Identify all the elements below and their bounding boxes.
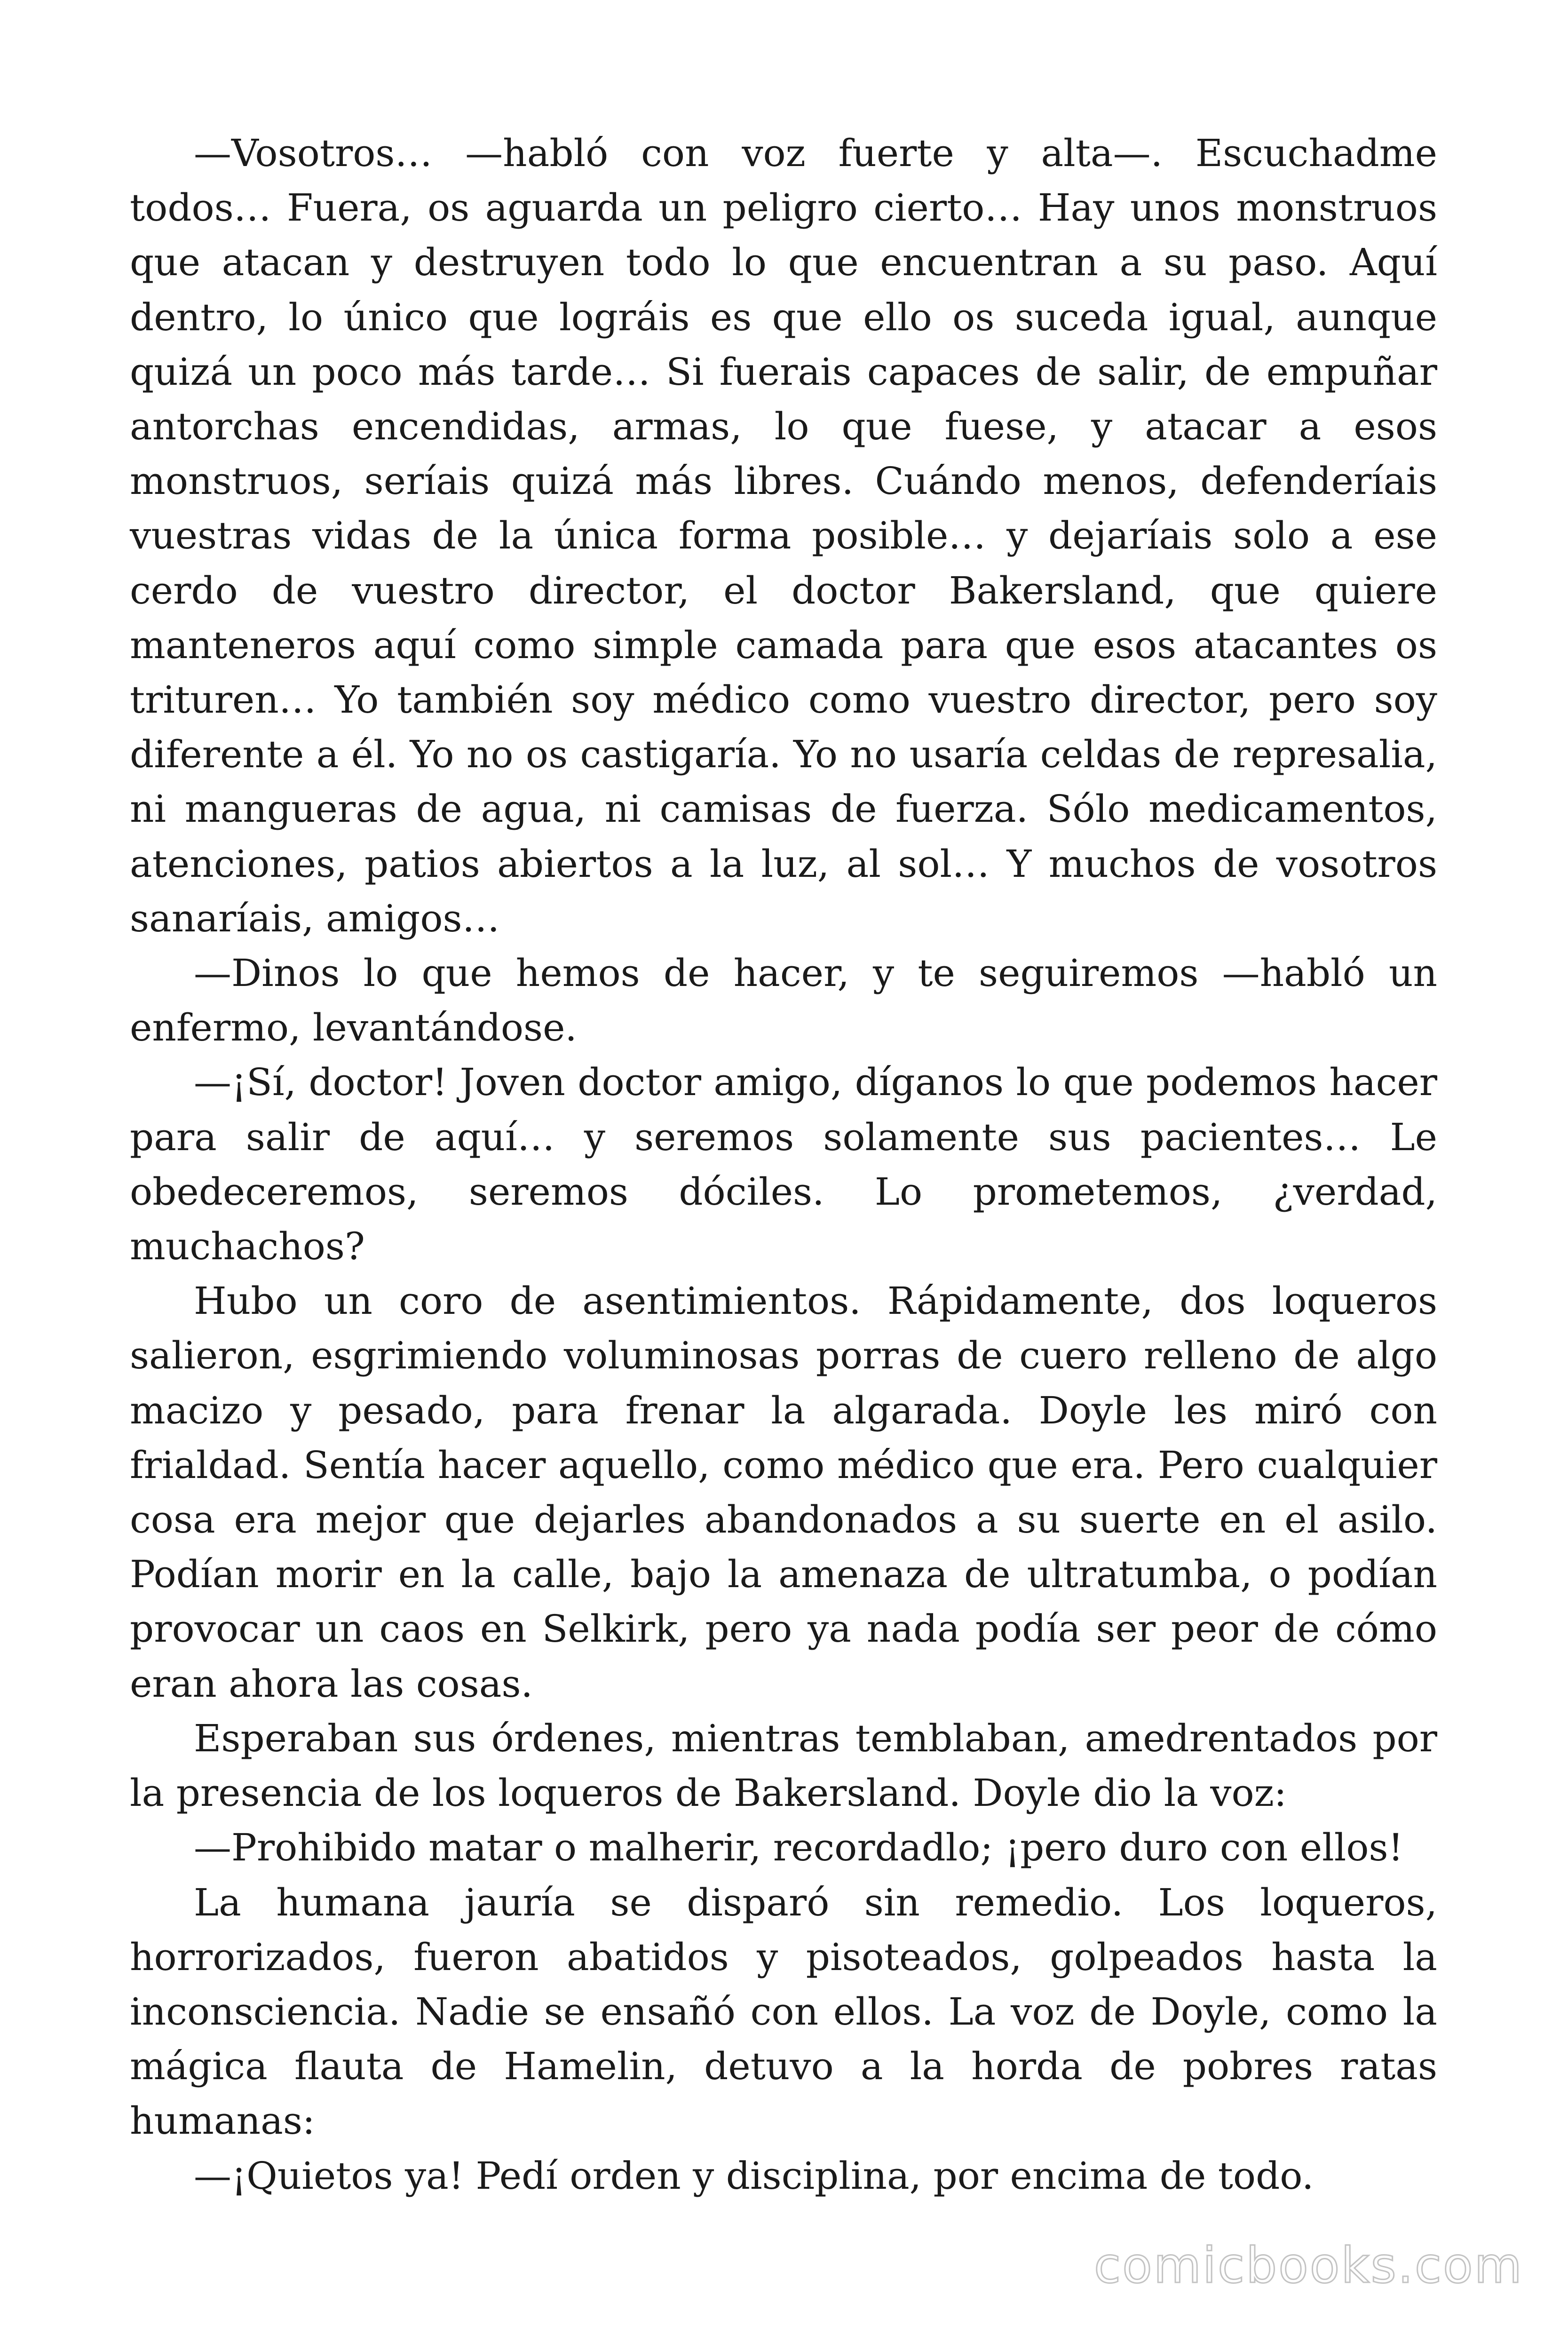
paragraph: —¡Quietos ya! Pedí orden y disciplina, por encima de todo.: [194, 2153, 1314, 2198]
paragraph: La humana jauría se disparó sin remedio. Los loqueros, horrorizados, fueron abatidos y pisoteados, golpeados hasta la inconsciencia. Nadie se ensañó con ellos. La voz de Doyle, como la mágica flauta de Hamelin, detuvo a la horda de pobres ratas humanas:: [130, 1880, 1437, 2143]
paragraph: —¡Sí, doctor! Joven doctor amigo, díganos lo que podemos hacer para salir de aquí… y seremos solamente sus pacientes… Le obedeceremos, seremos dóciles. Lo prometemos, ¿verdad, muchachos?: [130, 1060, 1437, 1269]
paragraph: Hubo un coro de asentimientos. Rápidamente, dos loqueros salieron, esgrimiendo voluminosas porras de cuero relleno de algo macizo y pesado, para frenar la algarada. Doyle les miró con frialdad. Sentía hacer aquello, como médico que era. Pero cualquier cosa era mejor que dejarles abandonados a su suerte en el asilo. Podían morir en la calle, bajo la amenaza de ultratumba, o podían provocar un caos en Selkirk, pero ya nada podía ser peor de cómo eran ahora las cosas.: [130, 1279, 1437, 1706]
paragraph: —Dinos lo que hemos de hacer, y te seguiremos —habló un enfermo, levantándose.: [130, 951, 1437, 1050]
page-body-text: [130, 126, 1437, 2203]
paragraph: Esperaban sus órdenes, mientras temblaban, amedrentados por la presencia de los loqueros de Bakersland. Doyle dio la voz:: [130, 1716, 1437, 1815]
paragraph: —Prohibido matar o malherir, recordadlo; ¡pero duro con ellos!: [194, 1826, 1403, 1870]
watermark: comicbooks.com: [1093, 2237, 1523, 2294]
paragraph: —Vosotros… —habló con voz fuerte y alta—. Escuchadme todos… Fuera, os aguarda un peligro cierto… Hay unos monstruos que atacan y destruyen todo lo que encuentran a su paso. Aquí dentro, lo único que lográis es que ello os suceda igual, aunque quizá un poco más tarde… Si fuerais capaces de salir, de empuñar antorchas encendidas, armas, lo que fuese, y atacar a esos monstruos, seríais quizá más libres. Cuándo menos, defenderíais vuestras vidas de la única forma posible… y dejaríais solo a ese cerdo de vuestro director, el doctor Bakersland, que quiere manteneros aquí como simple camada para que esos atacantes os trituren… Yo también soy médico como vuestro director, pero soy diferente a él. Yo no os castigaría. Yo no usaría celdas de represalia, ni mangueras de agua, ni camisas de fuerza. Sólo medicamentos, atenciones, patios abiertos a la luz, al sol… Y muchos de vosotros sanaríais, amigos…: [130, 131, 1437, 940]
